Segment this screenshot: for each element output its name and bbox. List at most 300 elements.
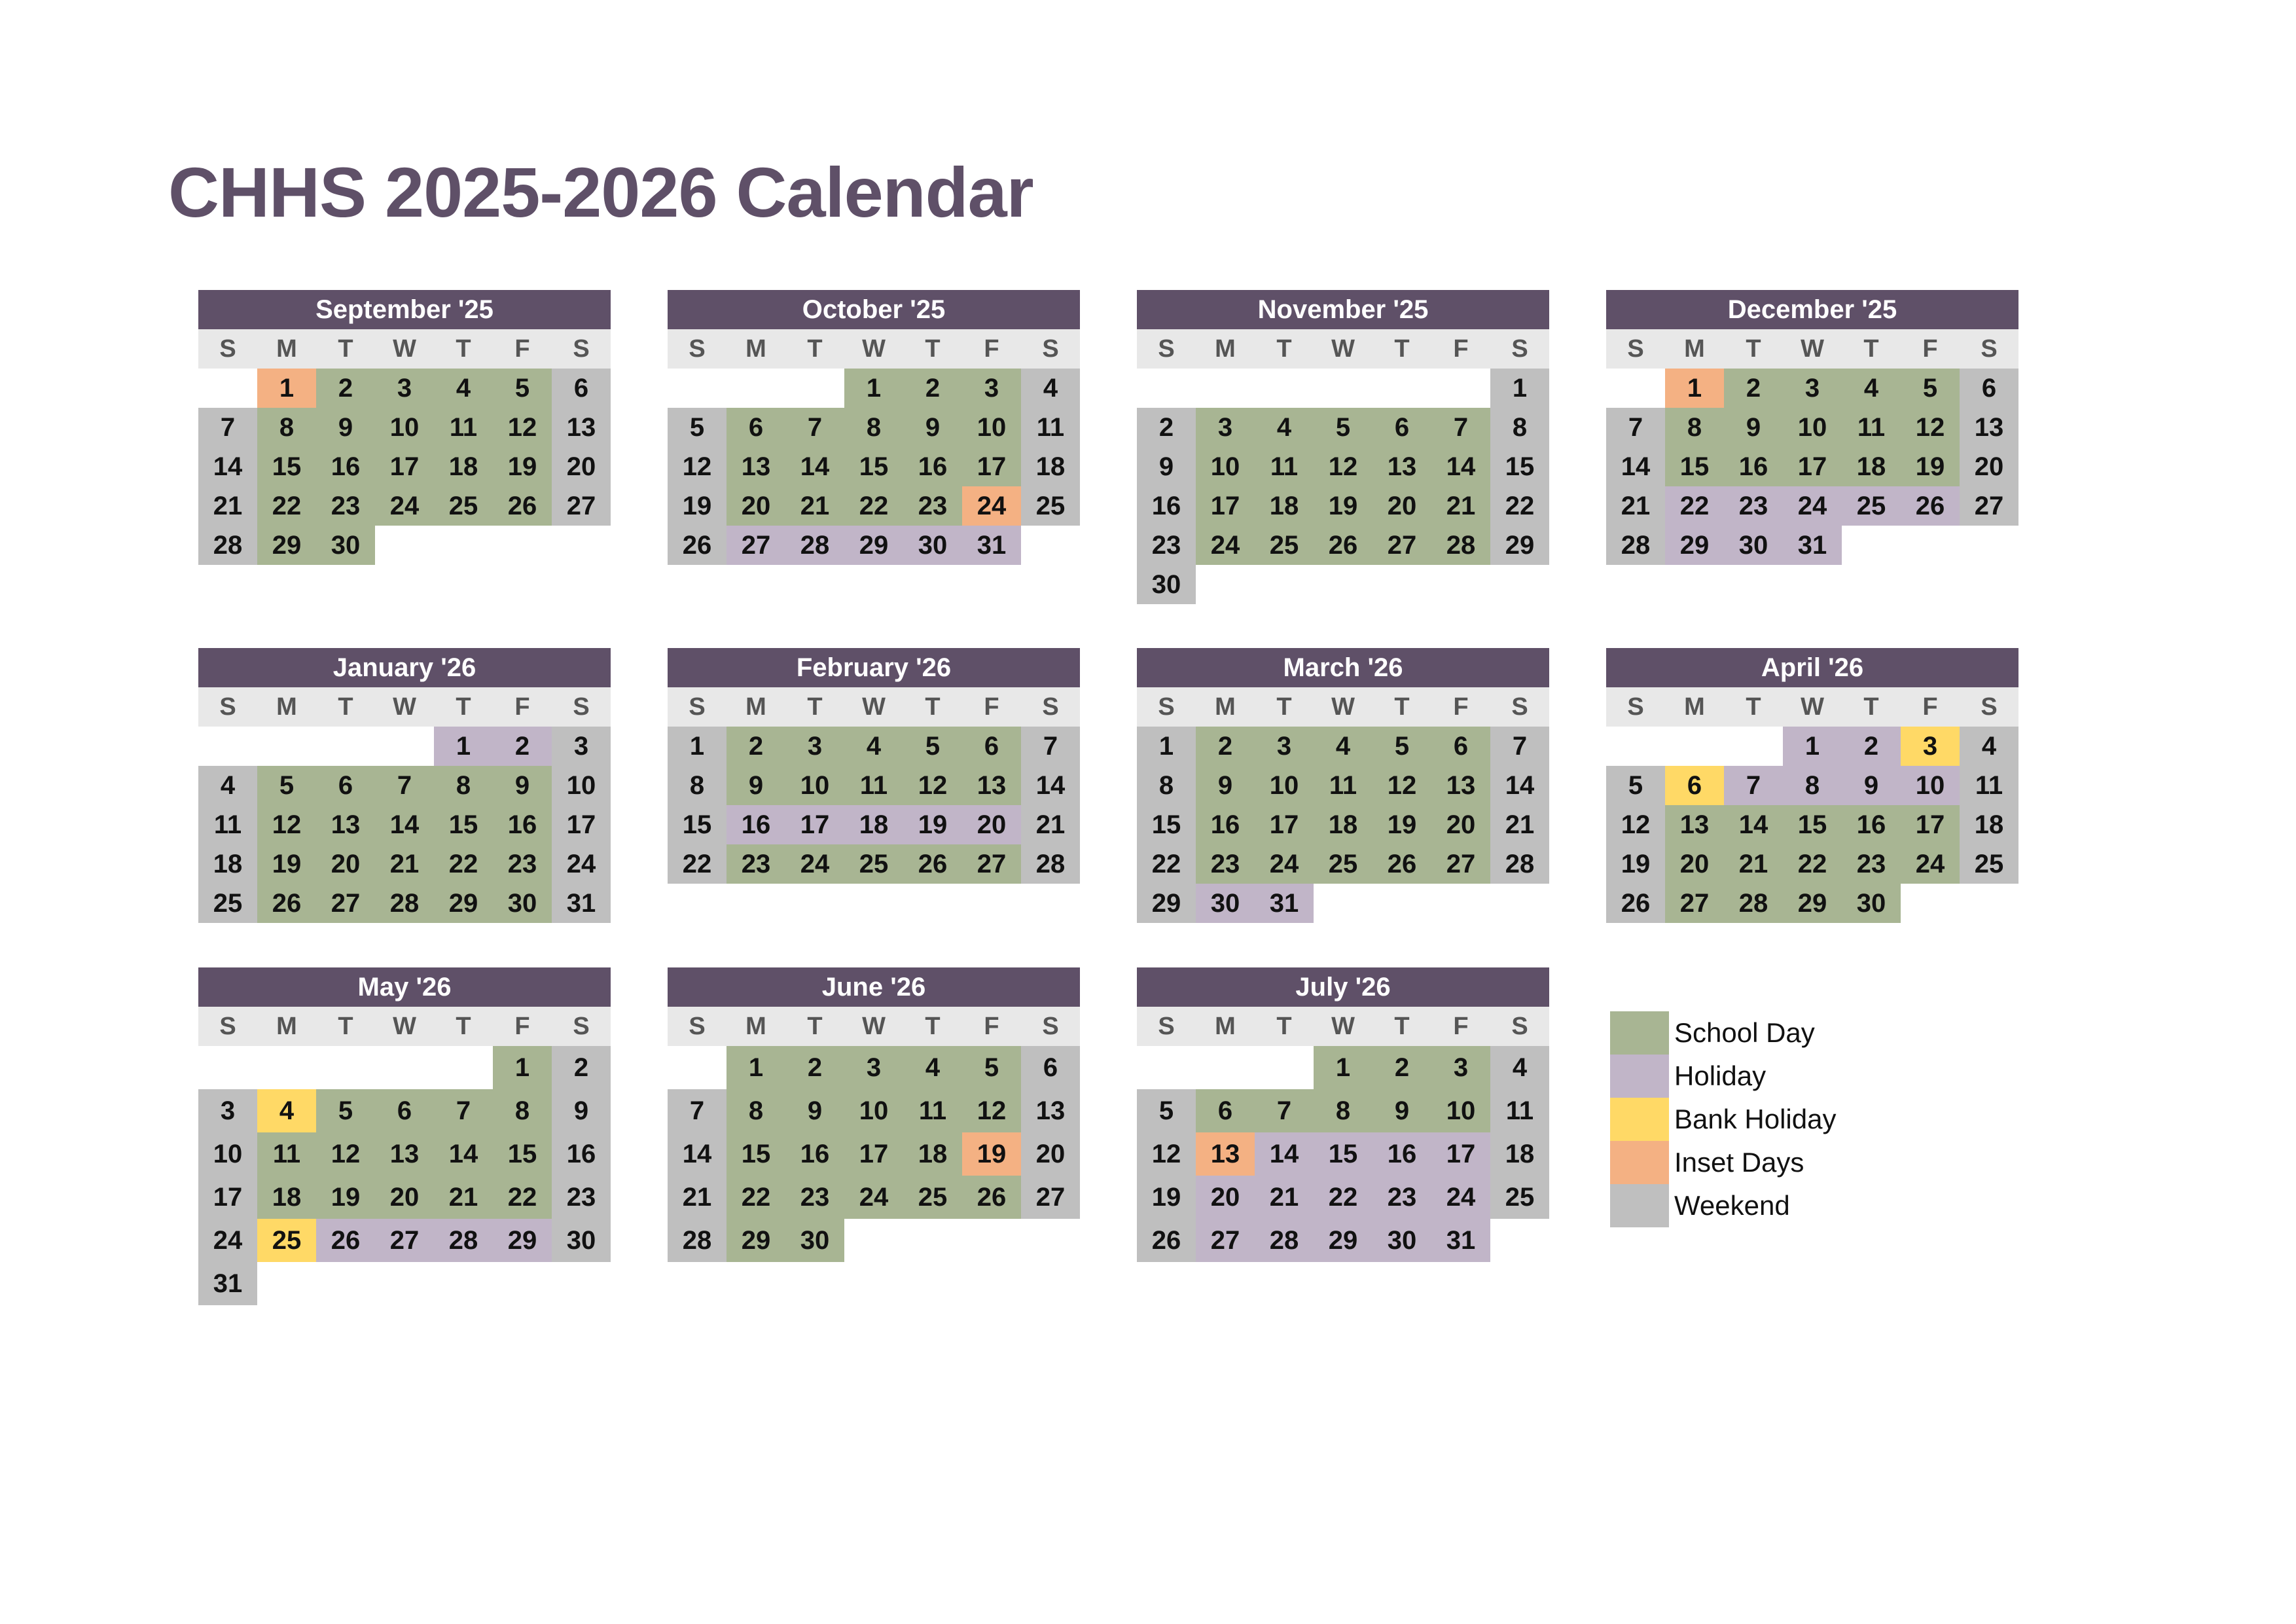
empty-cell <box>785 369 844 408</box>
day-cell: 12 <box>903 766 962 805</box>
page-title: CHHS 2025-2026 Calendar <box>168 153 1033 232</box>
day-of-week-label: T <box>456 693 471 721</box>
empty-cell <box>1901 884 1960 923</box>
empty-cell <box>1490 1219 1549 1262</box>
day-cell: 25 <box>1314 844 1372 884</box>
day-cell: 19 <box>1314 486 1372 526</box>
day-cell: 24 <box>1255 844 1314 884</box>
day-cell: 17 <box>1783 447 1842 486</box>
day-cell: 12 <box>1314 447 1372 486</box>
day-cell: 21 <box>1021 805 1080 844</box>
empty-cell <box>434 1262 493 1305</box>
day-cell: 16 <box>903 447 962 486</box>
day-cell: 31 <box>1431 1219 1490 1262</box>
empty-cell <box>257 1262 316 1305</box>
day-cell: 24 <box>844 1176 903 1219</box>
day-cell: 27 <box>375 1219 434 1262</box>
day-of-week-label: S <box>1158 335 1175 363</box>
empty-cell <box>1255 369 1314 408</box>
day-cell: 31 <box>1783 526 1842 565</box>
day-cell: 7 <box>1606 408 1665 447</box>
day-cell: 6 <box>1021 1046 1080 1089</box>
day-of-week-label: S <box>1158 693 1175 721</box>
week-row <box>668 766 1080 805</box>
day-cell: 10 <box>1255 766 1314 805</box>
day-cell: 6 <box>1960 369 2018 408</box>
day-cell: 29 <box>257 526 316 565</box>
day-cell: 10 <box>375 408 434 447</box>
day-of-week-row <box>1606 687 2018 727</box>
empty-cell <box>1021 1219 1080 1262</box>
day-cell: 25 <box>434 486 493 526</box>
day-cell: 26 <box>1606 884 1665 923</box>
day-of-week-label: M <box>1215 693 1236 721</box>
day-of-week-label: S <box>689 335 706 363</box>
day-cell: 11 <box>1490 1089 1549 1132</box>
day-cell: 8 <box>434 766 493 805</box>
day-of-week-label: W <box>393 1013 416 1040</box>
week-row <box>668 1089 1080 1132</box>
day-cell: 4 <box>903 1046 962 1089</box>
week-row <box>198 526 611 565</box>
day-cell: 20 <box>1372 486 1431 526</box>
day-cell: 9 <box>1842 766 1901 805</box>
day-cell: 9 <box>552 1089 611 1132</box>
month-header: December '25 <box>1606 290 2018 329</box>
day-cell: 13 <box>316 805 375 844</box>
week-row <box>1137 1046 1549 1089</box>
day-cell: 27 <box>1196 1219 1255 1262</box>
week-row <box>198 766 611 805</box>
day-cell: 16 <box>785 1132 844 1176</box>
day-cell: 7 <box>375 766 434 805</box>
day-cell: 24 <box>198 1219 257 1262</box>
day-cell: 26 <box>668 526 726 565</box>
day-cell: 9 <box>316 408 375 447</box>
day-of-week-label: M <box>276 1013 297 1040</box>
day-cell: 7 <box>1431 408 1490 447</box>
day-cell: 4 <box>1255 408 1314 447</box>
empty-cell <box>903 1219 962 1262</box>
day-cell: 14 <box>434 1132 493 1176</box>
day-cell: 5 <box>257 766 316 805</box>
day-cell: 23 <box>1724 486 1783 526</box>
day-cell: 23 <box>1137 526 1196 565</box>
day-cell: 28 <box>1724 884 1783 923</box>
day-cell: 29 <box>434 884 493 923</box>
empty-cell <box>1960 884 2018 923</box>
day-of-week-label: F <box>1922 335 1938 363</box>
legend-swatch <box>1610 1011 1669 1055</box>
day-cell: 5 <box>1901 369 1960 408</box>
legend-label: Inset Days <box>1674 1147 1804 1178</box>
day-cell: 14 <box>1724 805 1783 844</box>
day-of-week-row <box>668 329 1080 369</box>
day-cell: 12 <box>316 1132 375 1176</box>
month-block <box>198 290 611 565</box>
day-of-week-label: T <box>1394 693 1410 721</box>
day-cell: 9 <box>1196 766 1255 805</box>
week-row <box>668 727 1080 766</box>
day-cell: 6 <box>1431 727 1490 766</box>
day-cell: 14 <box>1490 766 1549 805</box>
day-cell: 28 <box>1021 844 1080 884</box>
day-cell: 27 <box>962 844 1021 884</box>
day-cell: 30 <box>785 1219 844 1262</box>
empty-cell <box>1901 526 1960 565</box>
day-cell: 16 <box>316 447 375 486</box>
week-row <box>198 727 611 766</box>
day-cell: 7 <box>1724 766 1783 805</box>
day-cell: 5 <box>1314 408 1372 447</box>
empty-cell <box>1606 727 1665 766</box>
day-cell: 18 <box>434 447 493 486</box>
week-row <box>1606 486 2018 526</box>
day-of-week-label: M <box>1684 693 1705 721</box>
week-row <box>1606 408 2018 447</box>
day-cell: 3 <box>962 369 1021 408</box>
day-cell: 23 <box>1842 844 1901 884</box>
day-of-week-row <box>1606 329 2018 369</box>
day-cell: 29 <box>1314 1219 1372 1262</box>
day-cell: 13 <box>1372 447 1431 486</box>
day-cell: 11 <box>1314 766 1372 805</box>
empty-cell <box>1137 1046 1196 1089</box>
empty-cell <box>1960 526 2018 565</box>
legend-label: Weekend <box>1674 1190 1790 1221</box>
day-cell: 11 <box>257 1132 316 1176</box>
month-header: May '26 <box>198 967 611 1007</box>
day-cell: 11 <box>1255 447 1314 486</box>
day-cell: 24 <box>1431 1176 1490 1219</box>
day-cell: 25 <box>257 1219 316 1262</box>
day-of-week-label: F <box>1922 693 1938 721</box>
day-cell: 4 <box>1960 727 2018 766</box>
day-cell: 31 <box>962 526 1021 565</box>
day-cell: 25 <box>903 1176 962 1219</box>
day-cell: 2 <box>1842 727 1901 766</box>
day-of-week-label: S <box>1158 1013 1175 1040</box>
day-of-week-label: T <box>338 693 353 721</box>
day-cell: 31 <box>198 1262 257 1305</box>
day-cell: 9 <box>1137 447 1196 486</box>
day-cell: 18 <box>1314 805 1372 844</box>
day-of-week-label: M <box>745 1013 766 1040</box>
day-cell: 20 <box>375 1176 434 1219</box>
empty-cell <box>552 1262 611 1305</box>
day-cell: 4 <box>257 1089 316 1132</box>
empty-cell <box>1372 565 1431 604</box>
day-of-week-label: F <box>1453 1013 1469 1040</box>
day-of-week-label: T <box>1394 335 1410 363</box>
day-cell: 19 <box>1137 1176 1196 1219</box>
empty-cell <box>1021 526 1080 565</box>
day-of-week-label: T <box>1746 335 1761 363</box>
day-of-week-row <box>1137 687 1549 727</box>
day-cell: 17 <box>962 447 1021 486</box>
week-row <box>668 1046 1080 1089</box>
day-cell: 29 <box>1137 884 1196 923</box>
empty-cell <box>375 1262 434 1305</box>
day-cell: 22 <box>1665 486 1724 526</box>
week-row <box>668 447 1080 486</box>
day-cell: 27 <box>552 486 611 526</box>
week-row <box>198 844 611 884</box>
day-cell: 14 <box>1255 1132 1314 1176</box>
day-cell: 23 <box>1196 844 1255 884</box>
day-cell: 13 <box>962 766 1021 805</box>
day-cell: 22 <box>1137 844 1196 884</box>
empty-cell <box>198 727 257 766</box>
day-cell: 30 <box>552 1219 611 1262</box>
day-cell: 8 <box>726 1089 785 1132</box>
day-cell: 13 <box>726 447 785 486</box>
month-block <box>1606 648 2018 923</box>
day-cell: 15 <box>1783 805 1842 844</box>
day-cell: 19 <box>316 1176 375 1219</box>
day-cell: 27 <box>1372 526 1431 565</box>
day-cell: 28 <box>1490 844 1549 884</box>
day-cell: 22 <box>668 844 726 884</box>
day-cell: 7 <box>434 1089 493 1132</box>
day-cell: 28 <box>198 526 257 565</box>
empty-cell <box>1490 565 1549 604</box>
week-row <box>1606 805 2018 844</box>
day-cell: 1 <box>1665 369 1724 408</box>
empty-cell <box>668 1046 726 1089</box>
day-cell: 20 <box>1665 844 1724 884</box>
day-cell: 17 <box>1431 1132 1490 1176</box>
day-cell: 27 <box>726 526 785 565</box>
legend-label: Bank Holiday <box>1674 1104 1837 1134</box>
day-cell: 29 <box>1490 526 1549 565</box>
day-cell: 4 <box>198 766 257 805</box>
day-cell: 8 <box>1783 766 1842 805</box>
day-cell: 1 <box>1783 727 1842 766</box>
day-of-week-label: S <box>1511 335 1528 363</box>
week-row <box>1137 805 1549 844</box>
day-cell: 6 <box>962 727 1021 766</box>
day-cell: 22 <box>434 844 493 884</box>
day-cell: 26 <box>903 844 962 884</box>
day-cell: 14 <box>785 447 844 486</box>
day-cell: 20 <box>1431 805 1490 844</box>
day-cell: 12 <box>257 805 316 844</box>
day-cell: 2 <box>1137 408 1196 447</box>
day-cell: 13 <box>1021 1089 1080 1132</box>
day-cell: 13 <box>1665 805 1724 844</box>
day-cell: 6 <box>726 408 785 447</box>
day-cell: 2 <box>316 369 375 408</box>
day-cell: 7 <box>1255 1089 1314 1132</box>
day-cell: 9 <box>493 766 552 805</box>
day-cell: 12 <box>493 408 552 447</box>
day-cell: 23 <box>1372 1176 1431 1219</box>
day-cell: 6 <box>552 369 611 408</box>
day-cell: 15 <box>1665 447 1724 486</box>
day-cell: 8 <box>493 1089 552 1132</box>
day-cell: 3 <box>1255 727 1314 766</box>
day-cell: 28 <box>375 884 434 923</box>
day-of-week-label: S <box>1981 693 1998 721</box>
week-row <box>668 408 1080 447</box>
day-cell: 18 <box>1021 447 1080 486</box>
month-header: February '26 <box>668 648 1080 687</box>
week-row <box>198 486 611 526</box>
day-cell: 2 <box>1196 727 1255 766</box>
month-header: April '26 <box>1606 648 2018 687</box>
day-of-week-label: S <box>573 335 590 363</box>
empty-cell <box>1255 1046 1314 1089</box>
week-row <box>1137 766 1549 805</box>
day-cell: 2 <box>1372 1046 1431 1089</box>
day-cell: 15 <box>493 1132 552 1176</box>
empty-cell <box>316 727 375 766</box>
day-cell: 4 <box>1842 369 1901 408</box>
day-cell: 17 <box>552 805 611 844</box>
day-cell: 25 <box>198 884 257 923</box>
day-cell: 12 <box>1372 766 1431 805</box>
legend-swatch <box>1610 1098 1669 1141</box>
week-row <box>198 447 611 486</box>
month-block <box>198 648 611 923</box>
empty-cell <box>1196 369 1255 408</box>
day-cell: 15 <box>668 805 726 844</box>
day-cell: 21 <box>1431 486 1490 526</box>
month-block <box>198 967 611 1305</box>
day-cell: 20 <box>1196 1176 1255 1219</box>
day-cell: 19 <box>962 1132 1021 1176</box>
day-cell: 28 <box>434 1219 493 1262</box>
day-of-week-label: W <box>862 1013 886 1040</box>
day-cell: 16 <box>493 805 552 844</box>
day-cell: 21 <box>375 844 434 884</box>
day-cell: 27 <box>1431 844 1490 884</box>
day-cell: 8 <box>1665 408 1724 447</box>
week-row <box>1137 844 1549 884</box>
day-cell: 24 <box>1196 526 1255 565</box>
day-cell: 12 <box>1137 1132 1196 1176</box>
day-cell: 19 <box>257 844 316 884</box>
day-cell: 14 <box>198 447 257 486</box>
day-cell: 16 <box>552 1132 611 1176</box>
day-cell: 26 <box>316 1219 375 1262</box>
legend-item <box>1610 1098 1836 1141</box>
empty-cell <box>434 1046 493 1089</box>
day-of-week-label: W <box>1331 1013 1355 1040</box>
day-cell: 18 <box>1842 447 1901 486</box>
day-cell: 26 <box>1137 1219 1196 1262</box>
day-cell: 19 <box>1372 805 1431 844</box>
day-of-week-label: S <box>689 693 706 721</box>
day-cell: 1 <box>726 1046 785 1089</box>
day-of-week-label: M <box>276 335 297 363</box>
day-cell: 24 <box>962 486 1021 526</box>
empty-cell <box>198 369 257 408</box>
week-row <box>1606 844 2018 884</box>
legend-label: School Day <box>1674 1017 1815 1048</box>
month-header: November '25 <box>1137 290 1549 329</box>
day-cell: 17 <box>844 1132 903 1176</box>
empty-cell <box>375 727 434 766</box>
day-of-week-label: T <box>807 1013 823 1040</box>
day-cell: 29 <box>1665 526 1724 565</box>
day-cell: 7 <box>785 408 844 447</box>
day-of-week-label: S <box>219 693 236 721</box>
day-cell: 8 <box>1314 1089 1372 1132</box>
week-row <box>198 369 611 408</box>
day-of-week-row <box>668 687 1080 727</box>
day-cell: 1 <box>844 369 903 408</box>
day-cell: 11 <box>1960 766 2018 805</box>
day-cell: 13 <box>1960 408 2018 447</box>
day-cell: 8 <box>668 766 726 805</box>
empty-cell <box>493 1262 552 1305</box>
empty-cell <box>1255 565 1314 604</box>
day-cell: 30 <box>493 884 552 923</box>
legend-swatch <box>1610 1055 1669 1098</box>
empty-cell <box>1314 565 1372 604</box>
empty-cell <box>962 1219 1021 1262</box>
day-cell: 5 <box>493 369 552 408</box>
month-header: June '26 <box>668 967 1080 1007</box>
day-cell: 23 <box>785 1176 844 1219</box>
day-cell: 27 <box>1960 486 2018 526</box>
day-of-week-label: F <box>514 1013 530 1040</box>
week-row <box>198 1176 611 1219</box>
empty-cell <box>668 369 726 408</box>
day-cell: 20 <box>726 486 785 526</box>
month-block <box>668 290 1080 565</box>
day-cell: 21 <box>668 1176 726 1219</box>
day-cell: 3 <box>1431 1046 1490 1089</box>
day-of-week-label: S <box>1627 335 1644 363</box>
day-cell: 26 <box>962 1176 1021 1219</box>
week-row <box>668 844 1080 884</box>
day-cell: 13 <box>552 408 611 447</box>
day-cell: 11 <box>198 805 257 844</box>
day-of-week-label: T <box>1276 335 1292 363</box>
day-cell: 9 <box>1724 408 1783 447</box>
day-cell: 3 <box>375 369 434 408</box>
day-cell: 2 <box>903 369 962 408</box>
day-cell: 11 <box>903 1089 962 1132</box>
day-cell: 23 <box>493 844 552 884</box>
day-cell: 21 <box>1606 486 1665 526</box>
week-row <box>668 805 1080 844</box>
day-cell: 10 <box>1783 408 1842 447</box>
day-cell: 14 <box>375 805 434 844</box>
day-cell: 3 <box>1196 408 1255 447</box>
day-of-week-label: M <box>1215 1013 1236 1040</box>
day-cell: 30 <box>1842 884 1901 923</box>
day-of-week-label: T <box>1394 1013 1410 1040</box>
week-row <box>198 408 611 447</box>
day-of-week-label: F <box>1453 335 1469 363</box>
day-cell: 3 <box>785 727 844 766</box>
empty-cell <box>552 526 611 565</box>
month-block <box>1606 290 2018 565</box>
day-cell: 22 <box>726 1176 785 1219</box>
day-cell: 16 <box>726 805 785 844</box>
day-cell: 19 <box>668 486 726 526</box>
empty-cell <box>1196 565 1255 604</box>
day-of-week-label: S <box>219 335 236 363</box>
day-cell: 9 <box>726 766 785 805</box>
day-cell: 4 <box>1314 727 1372 766</box>
day-cell: 25 <box>1842 486 1901 526</box>
empty-cell <box>493 526 552 565</box>
